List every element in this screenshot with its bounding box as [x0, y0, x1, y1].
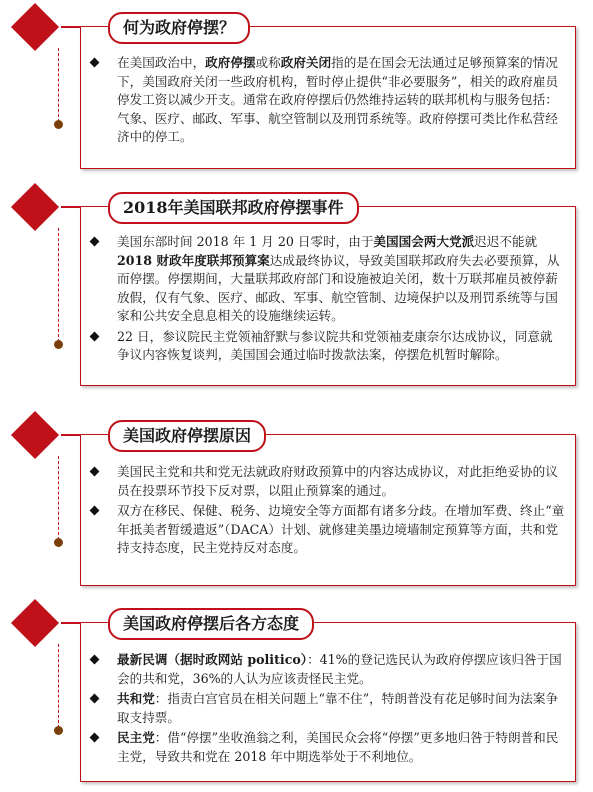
timeline-dot: [54, 538, 63, 547]
bold-text-run: 政府停摆: [205, 55, 256, 70]
bold-text-run: 共和党: [117, 691, 155, 706]
diamond-bullet-icon: [90, 694, 100, 704]
section-marker-diamond-icon: [11, 599, 59, 647]
timeline-dashed-line: [58, 456, 59, 540]
section-content-box: [80, 26, 576, 169]
text-run: 或称: [255, 55, 281, 70]
section-title: 2018年美国联邦政府停摆事件: [108, 192, 359, 224]
text-run: 在美国政治中，: [117, 55, 206, 70]
section-reactions: [0, 600, 593, 792]
diamond-bullet-icon: [90, 58, 100, 68]
section-2018-shutdown-event: [0, 184, 593, 394]
bullet-text: [117, 234, 559, 323]
text-run: 美国民主党和共和党无法就政府财政预算中的内容达成协议，对此拒绝妥协的议员在投票环节投下反对票，以阻止预算案的通过。: [117, 464, 558, 498]
text-run: 美国东部时间 2018 年 1 月 20 日零时，由于: [117, 234, 374, 249]
bullet-text: [117, 55, 558, 144]
text-run: 双方在移民、保健、税务、边境安全等方面都有诸多分歧。在增加军费、终止“童年抵美者暂缓遣返”（DACA）计划、就修建美墨边境墙制定预算等方面，共和党持支持态度，民主党持反对态度。: [117, 503, 565, 555]
bullet-item: [117, 328, 565, 365]
diamond-bullet-icon: [90, 506, 100, 516]
text-run: 达成最终协议，导致美国联邦政府失去必要预算，从而停摆。停摆期间，大量联邦政府部门和设施被迫关闭，数十万联邦雇员被停薪放假，仅有气象、医疗、邮政、军事、航空管制、边境保护以及刑罚系统等与国家和公共安全息息相关的设施继续运转。: [117, 252, 560, 323]
text-run: 指的是在国会无法通过足够预算案的情况下，美国政府关闭一些政府机构，暂时停止提供“非必要服务”，相关的政府雇员停发工资以减少开支。通常在政府停摆后仍然维持运转的联邦机构与服务包括：气象、医疗、邮政、军事、航空管制以及刑罚系统等。政府停摆可类比作私营经济中的停工。: [117, 55, 559, 144]
bullet-text: [117, 652, 562, 686]
bullet-item: [117, 729, 565, 766]
timeline-dot: [54, 726, 63, 735]
timeline-dot: [54, 120, 63, 129]
diamond-bullet-icon: [90, 467, 100, 477]
section-title: 何为政府停摆？: [108, 12, 250, 44]
bullet-item: [117, 502, 565, 558]
timeline-dashed-line: [58, 48, 59, 122]
bold-text-run: 民主党: [117, 730, 155, 745]
bullet-text: [117, 464, 558, 498]
section-marker-diamond-icon: [11, 183, 59, 231]
timeline-dashed-line: [58, 644, 59, 728]
bullet-item: [117, 690, 565, 727]
text-run: ：指责白宫官员在相关问题上“靠不住”，特朗普没有花足够时间为法案争取支持票。: [117, 691, 559, 725]
timeline-dashed-line: [58, 228, 59, 342]
bullet-item: [117, 463, 565, 500]
bullet-item: [117, 54, 565, 147]
text-run: 迟迟不能就: [474, 234, 538, 249]
bullet-text: [117, 730, 558, 764]
diamond-bullet-icon: [90, 733, 100, 743]
section-title: 美国政府停摆原因: [108, 420, 266, 452]
timeline-dot: [54, 340, 63, 349]
diamond-bullet-icon: [90, 331, 100, 341]
diamond-bullet-icon: [90, 655, 100, 665]
section-marker-diamond-icon: [11, 411, 59, 459]
section-shutdown-causes: [0, 412, 593, 592]
bullet-text: [117, 329, 553, 363]
section-marker-diamond-icon: [11, 3, 59, 51]
bold-text-run: 最新民调（据时政网站 politico）: [117, 652, 308, 667]
section-content-box: [80, 206, 576, 386]
text-run: 22 日，参议院民主党领袖舒默与参议院共和党领袖麦康奈尔达成协议，同意就争议内容恢复谈判，美国国会通过临时拨款法案，停摆危机暂时解除。: [117, 328, 553, 362]
section-content-box: [80, 622, 576, 782]
text-run: ：借“停摆”坐收渔翁之利，美国民众会将“停摆”更多地归咎于特朗普和民主党，导致共和党在 2018 年中期选举处于不利地位。: [117, 730, 559, 764]
bullet-text: [117, 691, 558, 725]
bullet-text: [117, 503, 564, 555]
bold-text-run: 2018 财政年度联邦预算案: [117, 252, 270, 268]
bold-text-run: 美国国会两大党派: [373, 234, 475, 249]
bold-text-run: 政府关闭: [280, 55, 332, 70]
text-run: ：41%的登记选民认为政府停摆应该归咎于国会的共和党，36%的人认为应该责怪民主党。: [117, 652, 562, 686]
diamond-bullet-icon: [90, 237, 100, 247]
bullet-item: [117, 651, 565, 688]
section-what-is-shutdown: [0, 4, 593, 184]
bullet-item: [117, 233, 565, 326]
section-title: 美国政府停摆后各方态度: [108, 608, 314, 640]
section-content-box: [80, 434, 576, 586]
